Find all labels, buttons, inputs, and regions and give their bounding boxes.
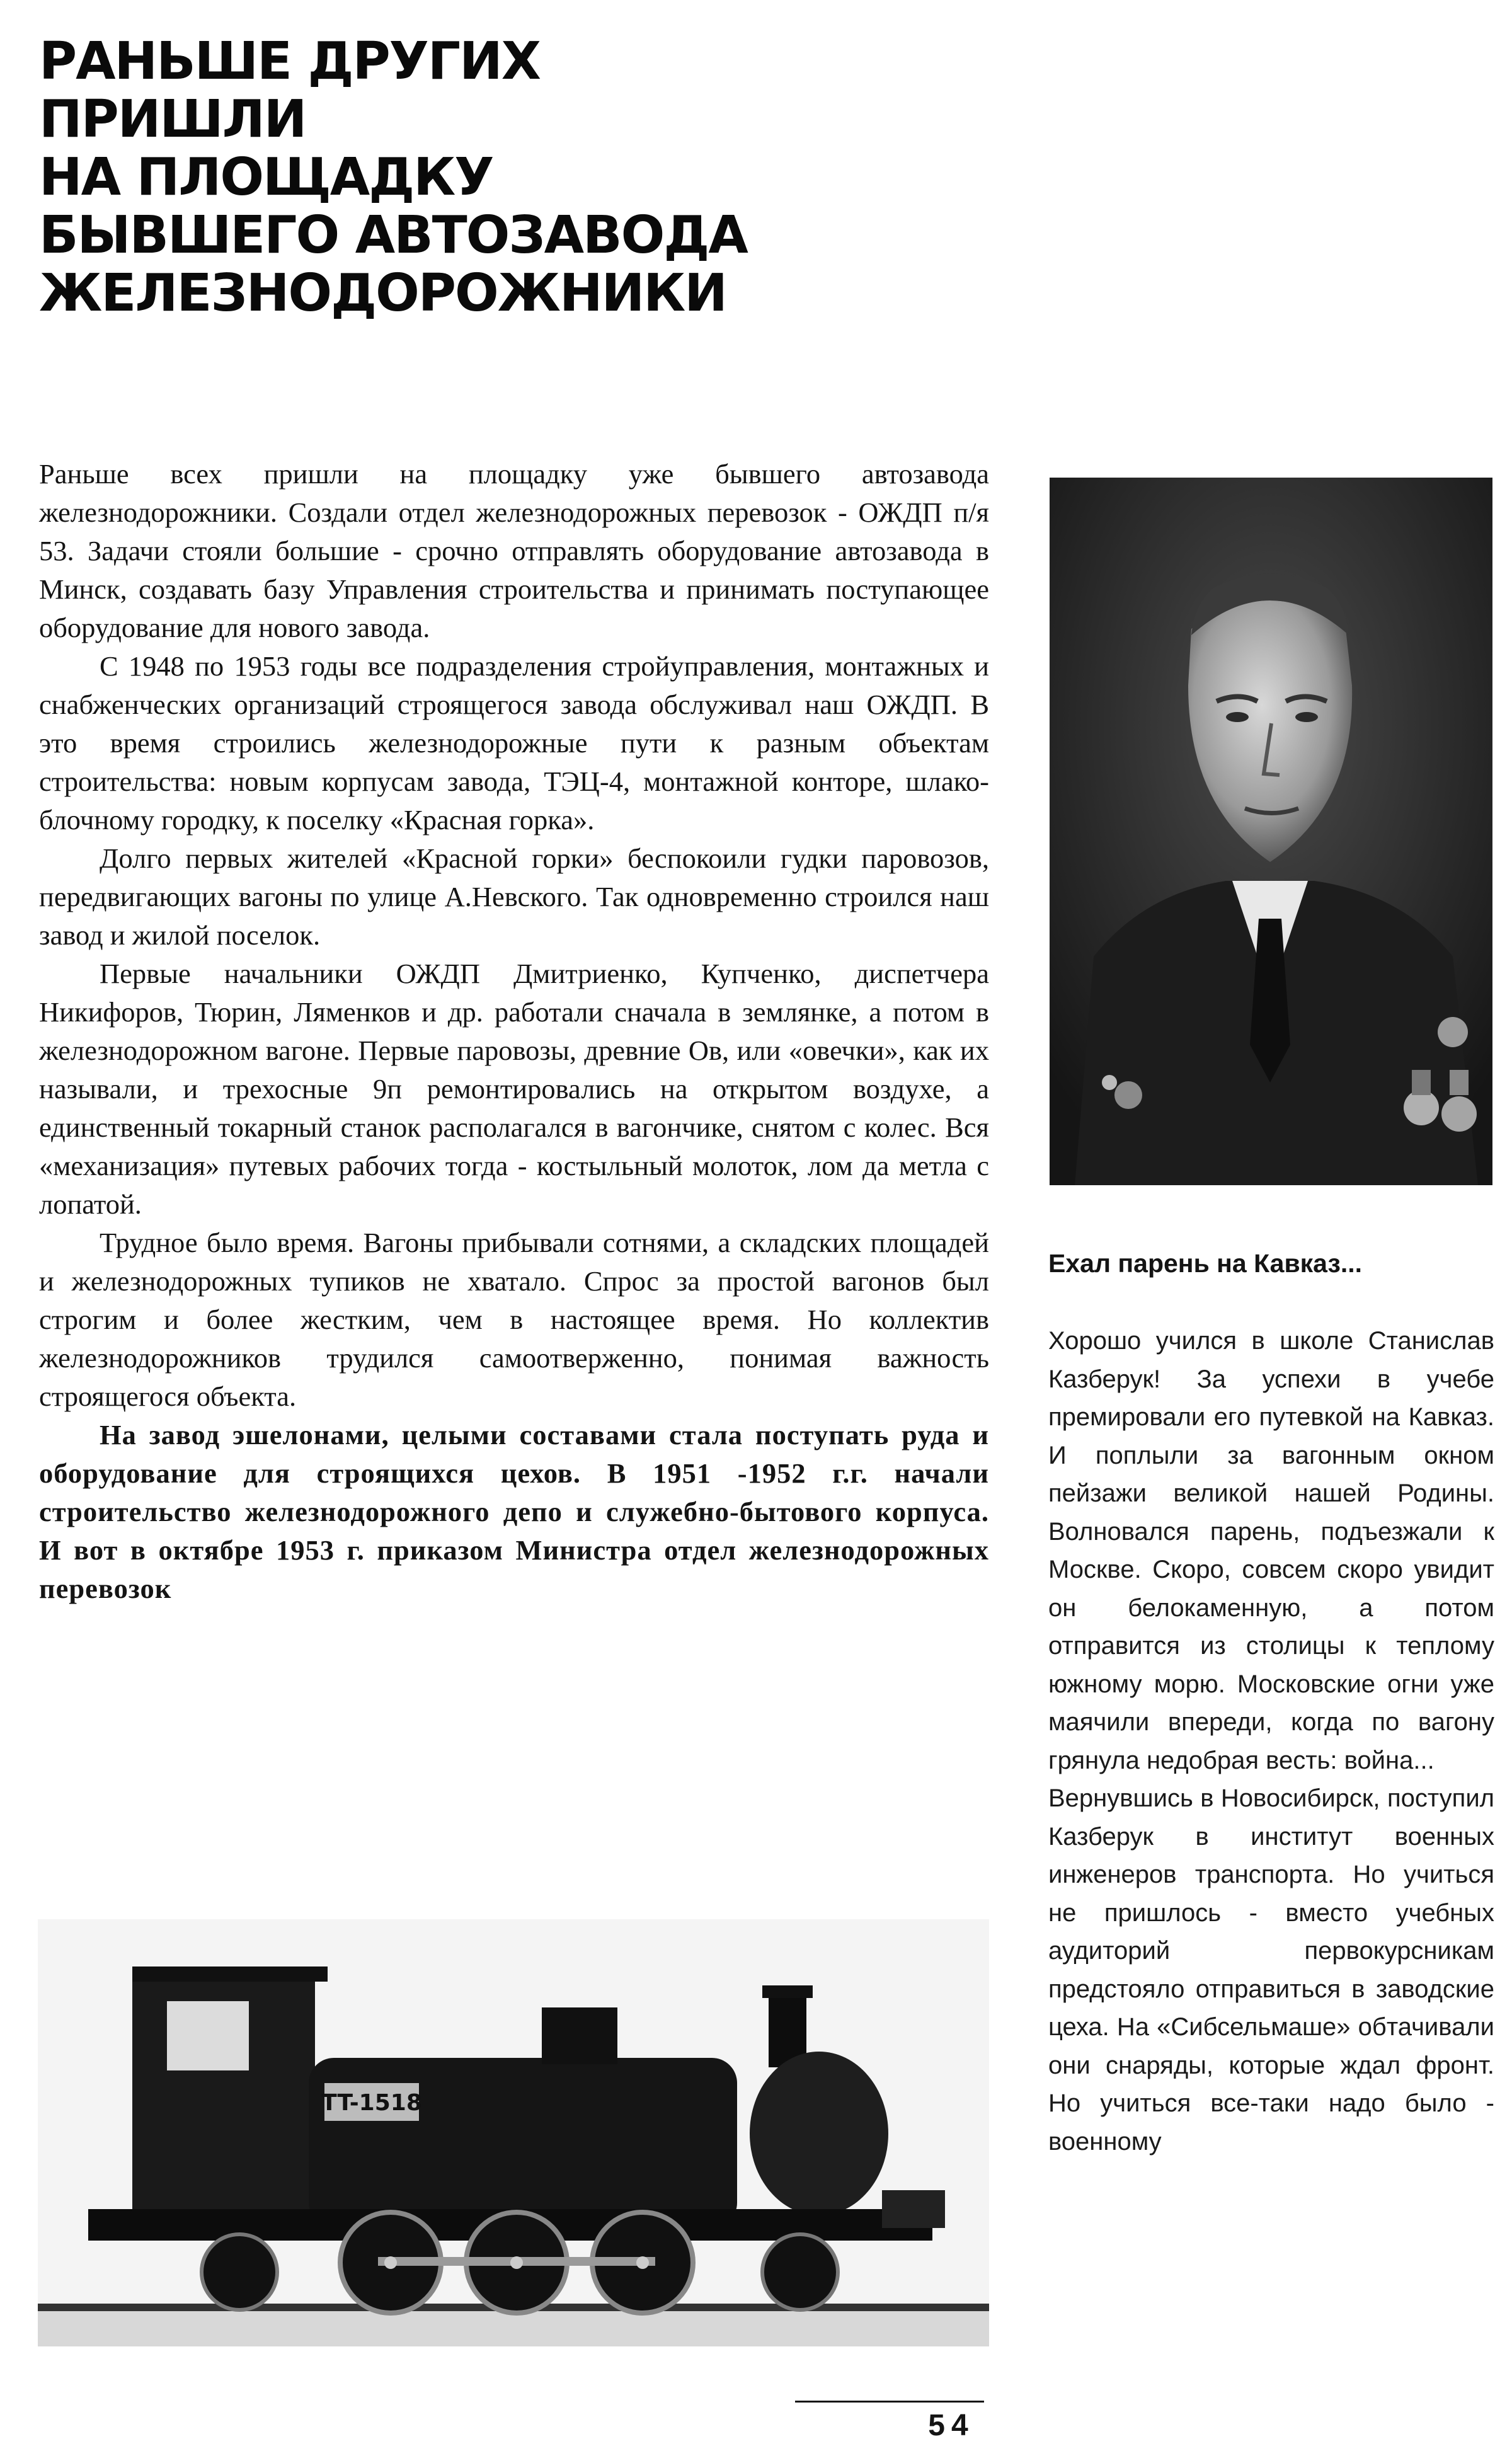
sidebar-title: Ехал парень на Кавказ... [1048,1249,1363,1278]
article-body [39,455,989,1608]
article-paragraph: С 1948 по 1953 годы все подразделения стройуправления, монтажных и снабженческих организаций строящегося завода обслуживал наш ОЖДП. В это время строились железнодорожные пути к разным объектам строительства: новым корпусам завода, ТЭЦ-4, монтажной конторе, шлако-блочному городку, к поселку «Красная горка». [39,650,989,835]
page-rule [795,2401,984,2403]
locomotive-photo [38,1919,989,2346]
sidebar-paragraph: Хорошо учился в школе Станислав Казберук! За успехи в учебе премировали его путевкой на Кавказ. И поплыли за вагонным окном пейзажи великой нашей Родины. Волновался парень, подъезжали к Москве. Скоро, совсем скоро увидит он белокаменную, а потом отправится из столицы к теплому южному морю. Московские огни уже маячили впереди, когда по вагону грянула недобрая весть: война... [1048,1327,1494,1774]
headline-line: НА ПЛОЩАДКУ [39,147,493,207]
headline-line: БЫВШЕГО АВТОЗАВОДА [39,205,747,265]
article-paragraph: Долго первых жителей «Красной горки» беспокоили гудки паровозов, передвигающих вагоны по улице А.Невского. Так одновременно строился наш завод и жилой поселок. [39,842,989,951]
sidebar-paragraph: Вернувшись в Новосибирск, поступил Казберук в институт военных инженеров транспорта. Но учиться не пришлось - вместо учебных аудиторий первокурсникам предстояло отправиться в заводские цеха. На «Сибсельмаше» обтачивали они снаряды, которые ждал фронт. Но учиться все-таки надо было - военному [1048,1784,1494,2156]
page-number: 54 [928,2409,975,2442]
headline-line: ЖЕЛЕЗНОДОРОЖНИКИ [39,263,726,323]
headline-line: ПРИШЛИ [39,89,306,149]
article-paragraph: На завод эшелонами, целыми составами стала поступать руда и оборудование для строящихся цехов. В 1951 -1952 г.г. начали строительство железнодорожного депо и служебно-бытового корпуса. И вот в октябре 1953 г. приказом Министра отдел железнодорожных перевозок [39,1419,989,1604]
sidebar-body [1048,1322,1494,2161]
portrait-image [1050,478,1492,1185]
article-paragraph: Трудное было время. Вагоны прибывали сотнями, а складских площадей и железнодорожных тупиков не хватало. Спрос за простой вагонов был строгим и более жестким, чем в настоящее время. Но коллектив железнодорожников трудился самоотверженно, понимая важность строящегося объекта. [39,1227,989,1412]
locomotive-image [38,1919,989,2346]
headline-line: РАНЬШЕ ДРУГИХ [39,32,541,91]
article-paragraph: Первые начальники ОЖДП Дмитриенко, Купченко, диспетчера Никифоров, Тюрин, Ляменков и др. работали сначала в землянке, а потом в железнодорожном вагоне. Первые паровозы, древние Ов, или «овечки», как их называли, и трехосные 9п ремонтировались на открытом воздухе, а единственный токарный станок располагался в вагончике, снятом с колес. Вся «механизация» путевых рабочих тогда - костыльный молоток, лом да метла с лопатой. [39,958,989,1220]
locomotive-number-plate: TT-1518 [321,2090,422,2116]
portrait-photo [1050,478,1492,1185]
article-paragraph: Раньше всех пришли на площадку уже бывшего автозавода железнодорожники. Создали отдел железнодорожных перевозок - ОЖДП п/я 53. Задачи стояли большие - срочно отправлять оборудование автозавода в Минск, создавать базу Управления строительства и принимать поступающее оборудование для нового завода. [39,458,989,643]
headline [39,33,833,323]
